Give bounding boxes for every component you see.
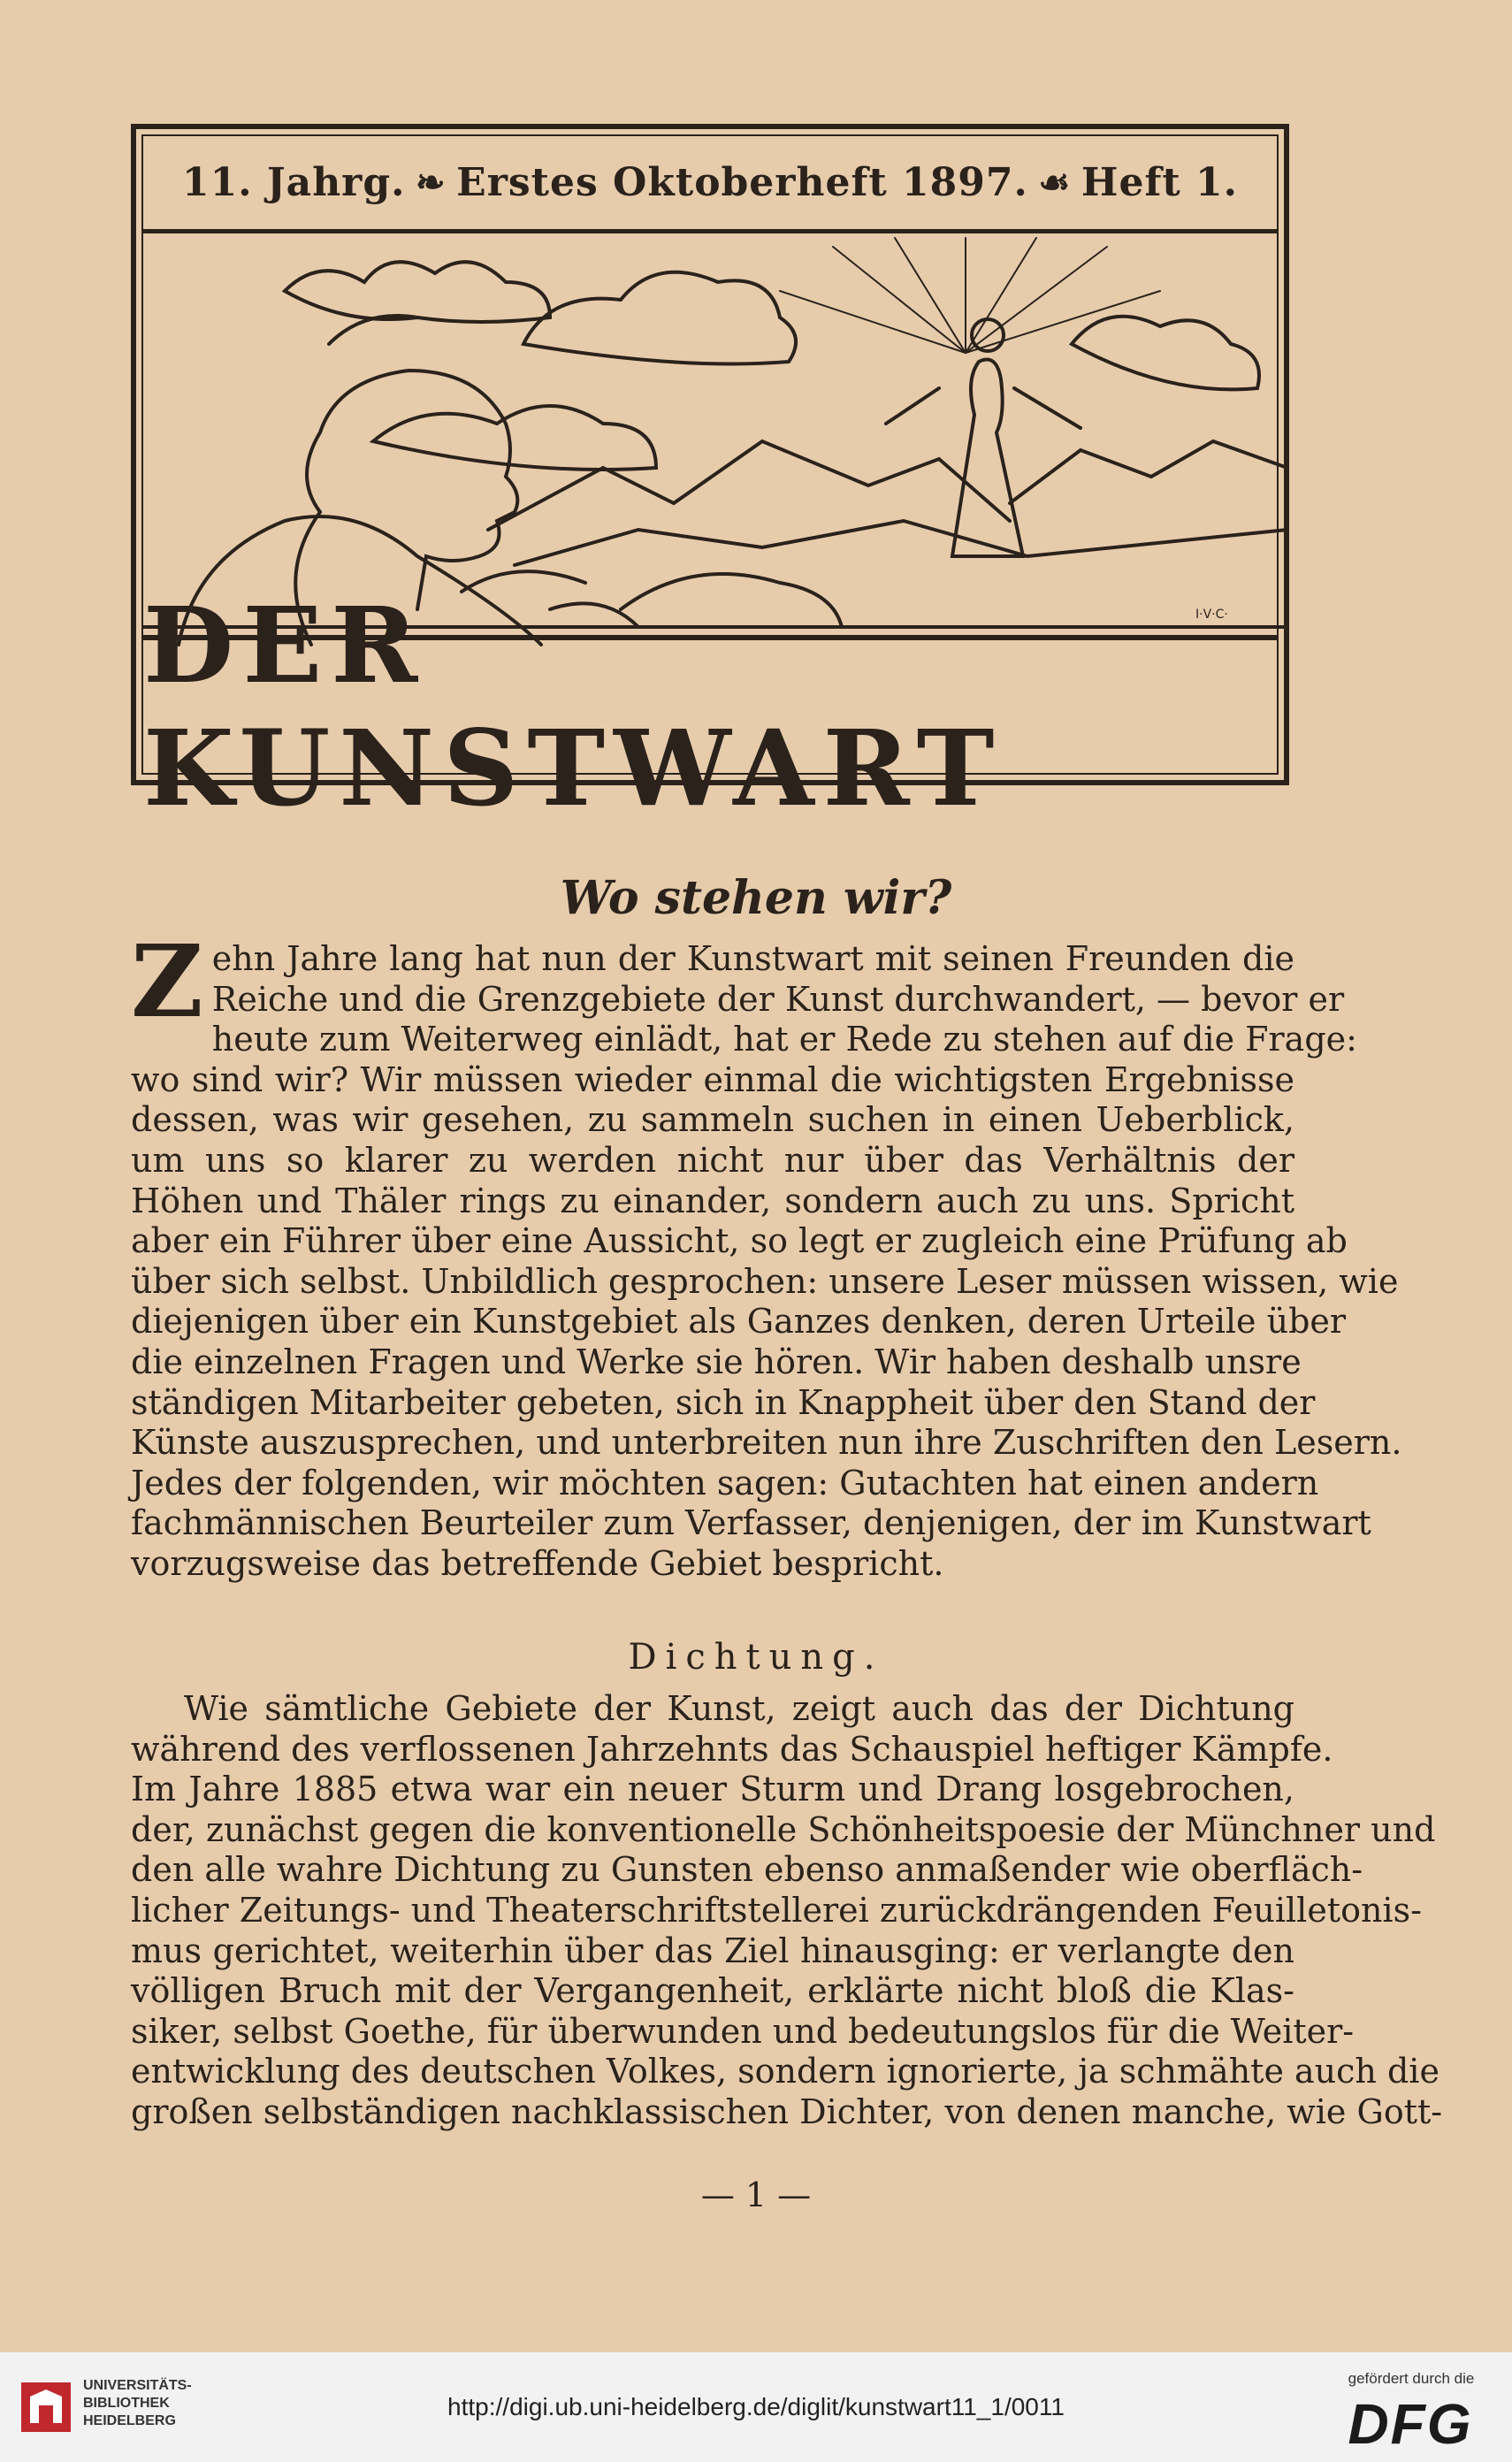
text-line: die einzelnen Fragen und Werke sie hören. Wir haben deshalb unsre (131, 1342, 1302, 1381)
text-line: völligen Bruch mit der Vergangenheit, erklärte nicht bloß die Klas- (131, 1971, 1294, 2011)
masthead-frame (141, 134, 1279, 830)
text-line: fachmännischen Beurteiler zum Verfasser, denjenigen, der im Kunstwart (131, 1503, 1371, 1543)
page-number: — 1 — (700, 2175, 812, 2214)
text-line: Wie sämtliche Gebiete der Kunst, zeigt auch das der Dichtung (184, 1689, 1294, 1728)
text-line: heute zum Weiterweg einlädt, hat er Rede zu stehen auf die Frage: (211, 1020, 1357, 1059)
masthead (131, 124, 1289, 830)
leaf-ornament-icon: ❧ (416, 162, 447, 203)
paragraph-intro (131, 924, 1402, 1585)
volume-label: 11. Jahrg. (182, 160, 406, 205)
text-line: Jedes der folgenden, wir möchten sagen: Gutachten hat einen andern (131, 1463, 1319, 1502)
issue-number: Heft 1. (1081, 160, 1238, 205)
text-line: wo sind wir? Wir müssen wieder einmal die wichtigsten Ergebnisse (131, 1059, 1294, 1099)
text-line: aber ein Führer über eine Aussicht, so legt er zugleich eine Prüfung ab (131, 1221, 1348, 1261)
library-name-line: HEIDELBERG (83, 2413, 176, 2428)
text-line: dessen, was wir gesehen, zu sammeln suchen in einen Ueberblick, (131, 1100, 1294, 1140)
illustrator-monogram: I·V·C· (1195, 608, 1228, 622)
issue-line (143, 136, 1277, 233)
text-line: vorzugsweise das betreffende Gebiet bespricht. (131, 1543, 944, 1583)
text-line: Höhen und Thäler rings zu einander, sondern auch zu uns. Spricht (131, 1181, 1294, 1220)
library-name-line: UNIVERSITÄTS- (83, 2378, 192, 2393)
text-line: licher Zeitungs- und Theaterschriftstellerei zurückdrängenden Feuilletonis- (131, 1890, 1422, 1930)
text-line: siker, selbst Goethe, für überwunden und bedeutungslos für die Weiter- (131, 2011, 1355, 2051)
text-line: ständigen Mitarbeiter gebeten, sich in Knappheit über den Stand der (131, 1382, 1316, 1422)
text-line: mus gerichtet, weiterhin über das Ziel hinausging: er verlangte den (131, 1931, 1294, 1970)
text-line: den alle wahre Dichtung zu Gunsten ebenso anmaßender wie oberfläch- (131, 1850, 1363, 1890)
text-line: großen selbständigen nachklassischen Dichter, von denen manche, wie Gott- (131, 2091, 1443, 2131)
journal-title: DER KUNSTWART (143, 635, 1277, 773)
text-line: Im Jahre 1885 etwa war ein neuer Sturm und Drang losgebrochen, (131, 1770, 1294, 1809)
text-line: diejenigen über ein Kunstgebiet als Ganzes denken, deren Urteile über (131, 1302, 1347, 1342)
footer-bar (0, 2352, 1512, 2462)
text-line: während des verflossenen Jahrzehnts das Schauspiel heftiger Kämpfe. (131, 1729, 1333, 1769)
text-line: über sich selbst. Unbildlich gesprochen: unsere Leser müssen wissen, wie (131, 1261, 1399, 1301)
paragraph-dichtung (131, 1689, 1443, 2133)
library-name-line: BIBLIOTHEK (83, 2396, 170, 2411)
text-line: Reiche und die Grenzgebiete der Kunst durchwandert, — bevor er (211, 979, 1345, 1019)
text-line: der, zunächst gegen die konventionelle Schönheitspoesie der Münchner und (131, 1809, 1436, 1849)
leaf-ornament-icon: ☙ (1038, 162, 1072, 203)
text-line: Künste auszusprechen, und unterbreiten nun ihre Zuschriften den Lesern. (131, 1423, 1402, 1463)
dfg-logo: DFG (1348, 2392, 1473, 2456)
funding-note: gefördert durch die (1348, 2370, 1475, 2387)
text-line: um uns so klarer zu werden nicht nur über das Verhältnis der (131, 1140, 1294, 1180)
issue-date: Erstes Oktoberheft 1897. (456, 160, 1028, 205)
section-heading: Dichtung. (628, 1637, 884, 1678)
article-title: Wo stehen wir? (560, 871, 952, 925)
text-line: entwicklung des deutschen Volkes, sondern ignorierte, ja schmähte auch die (131, 2052, 1439, 2091)
drop-cap: Z (131, 924, 203, 1040)
text-line: ehn Jahre lang hat nun der Kunstwart mit seinen Freunden die (211, 939, 1294, 978)
source-url-link[interactable]: http://digi.ub.uni-heidelberg.de/diglit/kunstwart11_1/0011 (447, 2393, 1065, 2420)
